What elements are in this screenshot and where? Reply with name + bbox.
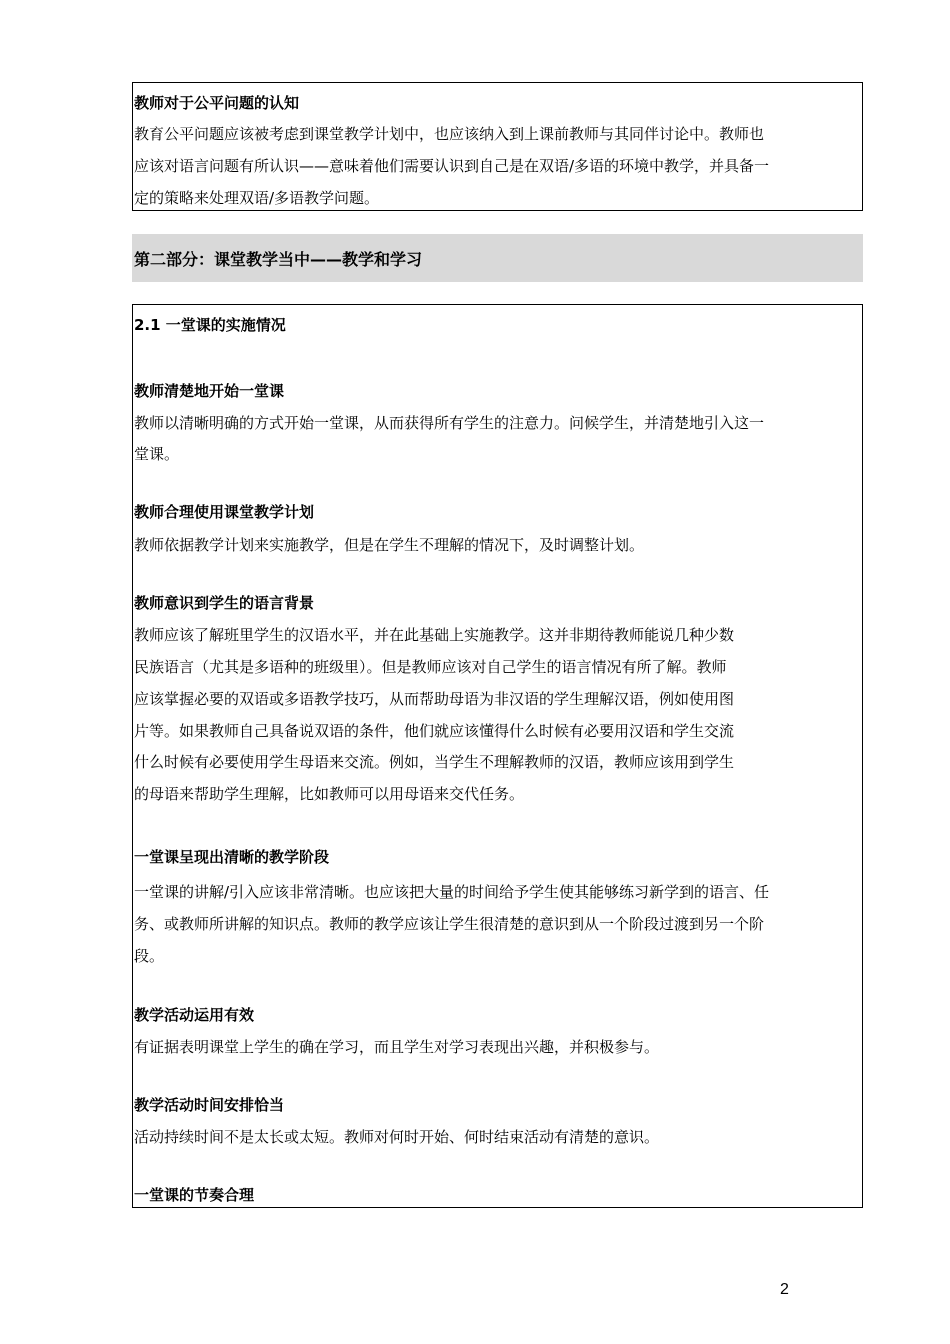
equity-awareness-box <box>132 82 863 211</box>
section-subtitle: 2.1 一堂课的实施情况 <box>134 316 286 334</box>
item-text-line: 的母语来帮助学生理解，比如教师可以用母语来交代任务。 <box>134 785 525 803</box>
item-heading-language-background: 教师意识到学生的语言背景 <box>134 594 315 612</box>
equity-heading: 教师对于公平问题的认知 <box>134 94 300 112</box>
part2-banner <box>132 234 863 282</box>
item-heading-effective-activities: 教学活动运用有效 <box>134 1006 255 1024</box>
item-heading-clear-start: 教师清楚地开始一堂课 <box>134 382 285 400</box>
item-text-line: 教师应该了解班里学生的汉语水平，并在此基础上实施教学。这并非期待教师能说几种少数 <box>134 626 735 644</box>
item-text-line: 片等。如果教师自己具备说双语的条件，他们就应该懂得什么时候有必要用汉语和学生交流 <box>134 722 735 740</box>
part2-title: 第二部分：课堂教学当中——教学和学习 <box>134 250 423 269</box>
equity-text-line-3: 定的策略来处理双语/多语教学问题。 <box>134 189 380 207</box>
item-text-line: 教师以清晰明确的方式开始一堂课，从而获得所有学生的注意力。问候学生，并清楚地引入这一 <box>134 414 765 432</box>
item-text-line: 应该掌握必要的双语或多语教学技巧，从而帮助母语为非汉语的学生理解汉语，例如使用图 <box>134 690 735 708</box>
item-text-line: 教师依据教学计划来实施教学，但是在学生不理解的情况下，及时调整计划。 <box>134 536 645 554</box>
item-text-line: 段。 <box>134 947 165 965</box>
lesson-implementation-box <box>132 304 863 1208</box>
equity-text-line-1: 教育公平问题应该被考虑到课堂教学计划中，也应该纳入到上课前教师与其同伴讨论中。教师也 <box>134 125 765 143</box>
item-heading-lesson-pace: 一堂课的节奏合理 <box>134 1186 255 1204</box>
equity-text-line-2: 应该对语言问题有所认识——意味着他们需要认识到自己是在双语/多语的环境中教学，并具备一 <box>134 157 770 175</box>
item-text-line: 一堂课的讲解/引入应该非常清晰。也应该把大量的时间给予学生使其能够练习新学到的语言、任 <box>134 883 770 901</box>
item-text-line: 民族语言（尤其是多语种的班级里）。但是教师应该对自己学生的语言情况有所了解。教师 <box>134 658 727 676</box>
item-heading-teaching-stages: 一堂课呈现出清晰的教学阶段 <box>134 848 330 866</box>
item-heading-lesson-plan: 教师合理使用课堂教学计划 <box>134 503 315 521</box>
item-text-line: 什么时候有必要使用学生母语来交流。例如，当学生不理解教师的汉语，教师应该用到学生 <box>134 753 735 771</box>
item-text-line: 务、或教师所讲解的知识点。教师的教学应该让学生很清楚的意识到从一个阶段过渡到另一个阶 <box>134 915 765 933</box>
page-number: 2 <box>780 1281 789 1298</box>
item-text-line: 活动持续时间不是太长或太短。教师对何时开始、何时结束活动有清楚的意识。 <box>134 1128 660 1146</box>
item-text-line: 有证据表明课堂上学生的确在学习，而且学生对学习表现出兴趣，并积极参与。 <box>134 1038 660 1056</box>
item-text-line: 堂课。 <box>134 445 180 463</box>
item-heading-activity-timing: 教学活动时间安排恰当 <box>134 1096 285 1114</box>
